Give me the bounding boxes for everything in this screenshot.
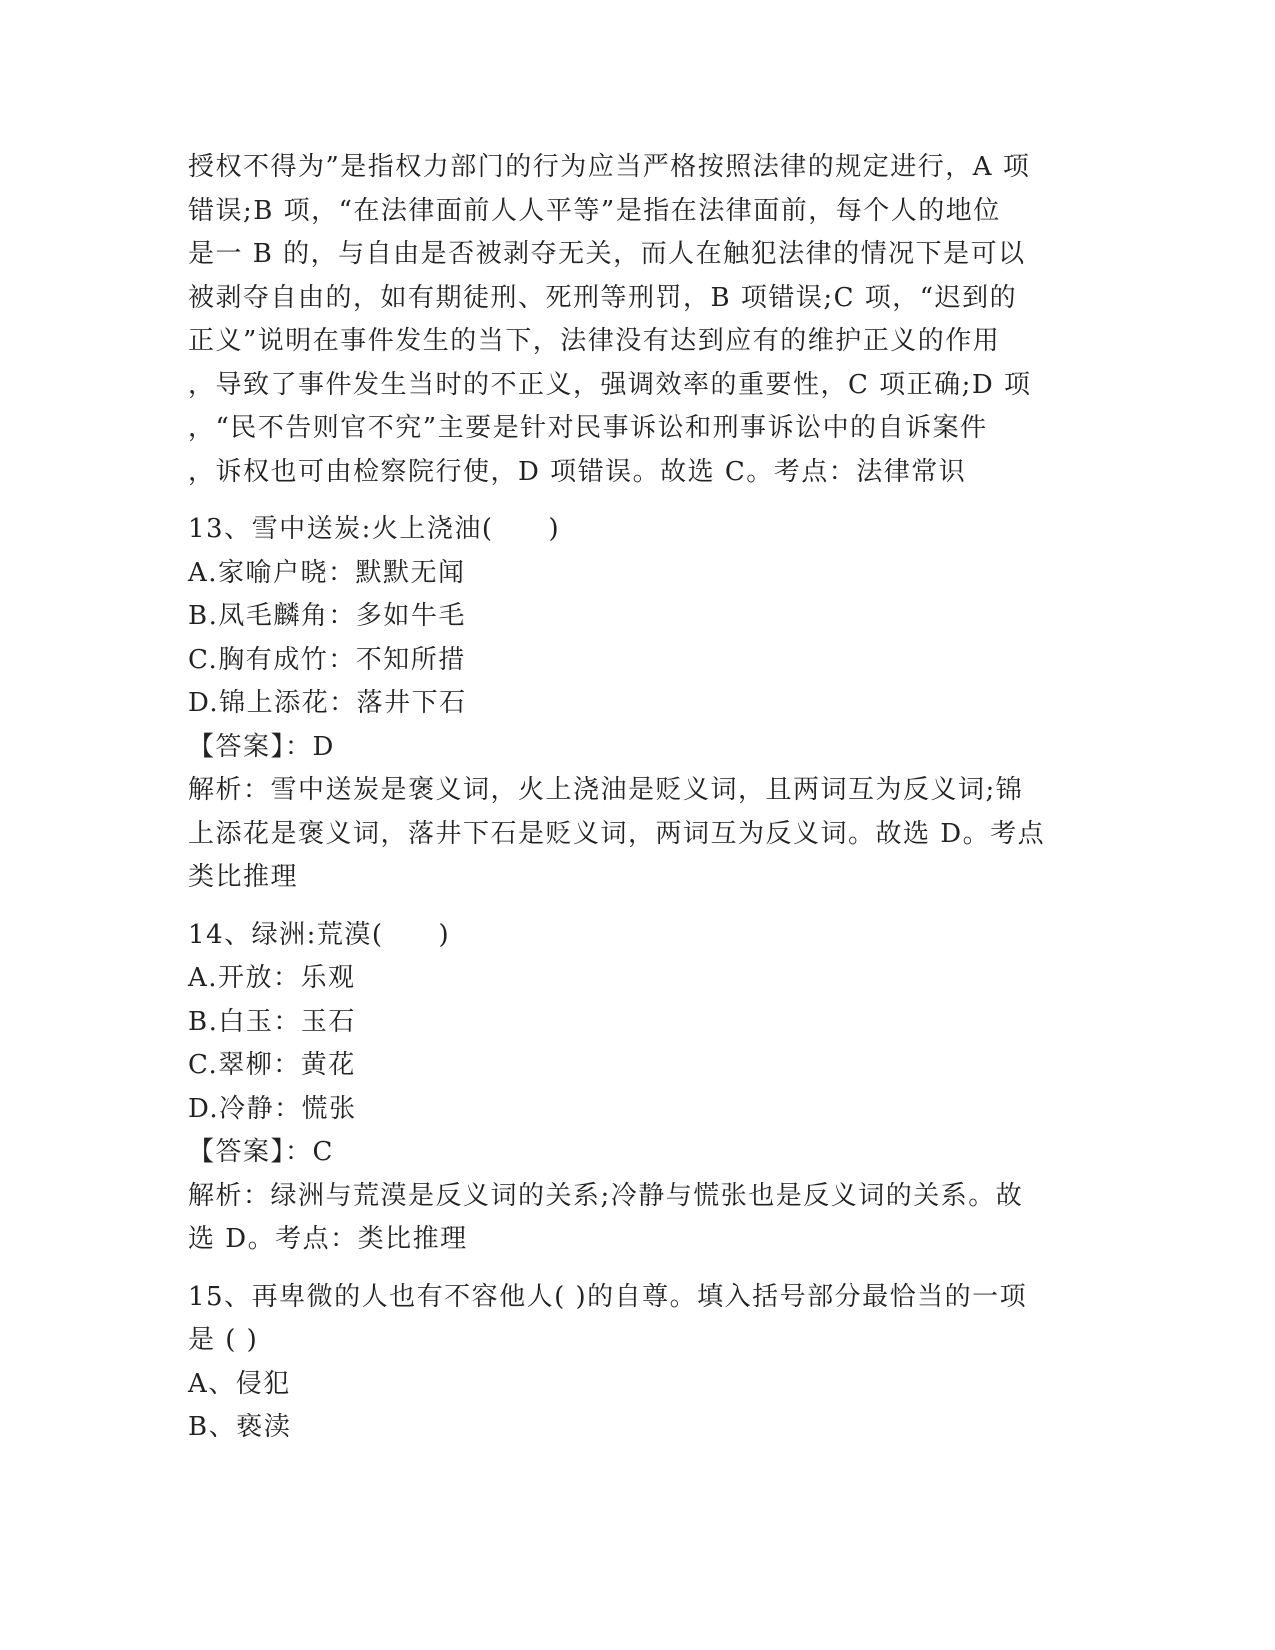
option-a: A.家喻户晓：默默无闻: [188, 557, 466, 588]
answer: 【答案】：D: [188, 731, 335, 762]
option-a: A、侵犯: [188, 1368, 291, 1399]
question-14: [188, 914, 1088, 1262]
spacer: [188, 1262, 1088, 1276]
previous-explanation: [188, 146, 1088, 494]
question-text: 13、雪中送炭:火上浇油( ): [188, 514, 561, 544]
explanation-line: 解析：雪中送炭是褒义词，火上浇油是贬义词，且两词互为反义词;锦: [188, 775, 1024, 805]
question-15: [188, 1276, 1088, 1450]
text-line: ，诉权也可由检察院行使，D 项错误。故选 C。考点：法律常识: [188, 456, 967, 487]
text-line: ，导致了事件发生当时的不正义，强调效率的重要性，C 项正确;D 项: [188, 369, 1032, 400]
document-content: [188, 146, 1088, 1450]
answer: 【答案】：C: [188, 1137, 334, 1167]
text-line: 授权不得为”是指权力部门的行为应当严格按照法律的规定进行，A 项: [188, 152, 1031, 182]
text-line: 错误;B 项，“在法律面前人人平等”是指在法律面前，每个人的地位: [188, 195, 1001, 226]
option-b: B、亵渎: [188, 1412, 292, 1442]
option-c: C.胸有成竹：不知所措: [188, 644, 466, 675]
text-line: 是一 B 的，与自由是否被剥夺无关，而人在触犯法律的情况下是可以: [188, 239, 1026, 269]
explanation-line: 类比推理: [188, 862, 299, 892]
question-text: 是 ( ): [188, 1325, 259, 1355]
option-d: D.锦上添花：落井下石: [188, 688, 467, 718]
option-b: B.凤毛麟角：多如牛毛: [188, 601, 466, 631]
question-text: 15、再卑微的人也有不容他人( )的自尊。填入括号部分最恰当的一项: [188, 1281, 1028, 1312]
spacer: [188, 900, 1088, 914]
question-13: [188, 508, 1088, 900]
explanation-line: 上添花是褒义词，落井下石是贬义词，两词互为反义词。故选 D。考点: [188, 818, 1046, 849]
option-b: B.白玉：玉石: [188, 1006, 356, 1037]
option-c: C.翠柳：黄花: [188, 1050, 356, 1080]
option-a: A.开放：乐观: [188, 963, 356, 993]
option-d: D.冷静：慌张: [188, 1093, 357, 1124]
spacer: [188, 494, 1088, 508]
text-line: ，“民不告则官不究”主要是针对民事诉讼和刑事诉讼中的自诉案件: [188, 413, 988, 443]
question-text: 14、绿洲:荒漠( ): [188, 919, 451, 950]
text-line: 被剥夺自由的，如有期徒刑、死刑等刑罚，B 项错误;C 项，“迟到的: [188, 282, 1018, 313]
explanation-line: 选 D。考点：类比推理: [188, 1224, 468, 1254]
explanation-line: 解析：绿洲与荒漠是反义词的关系;冷静与慌张也是反义词的关系。故: [188, 1180, 1024, 1211]
text-line: 正义”说明在事件发生的当下，法律没有达到应有的维护正义的作用: [188, 326, 1001, 356]
